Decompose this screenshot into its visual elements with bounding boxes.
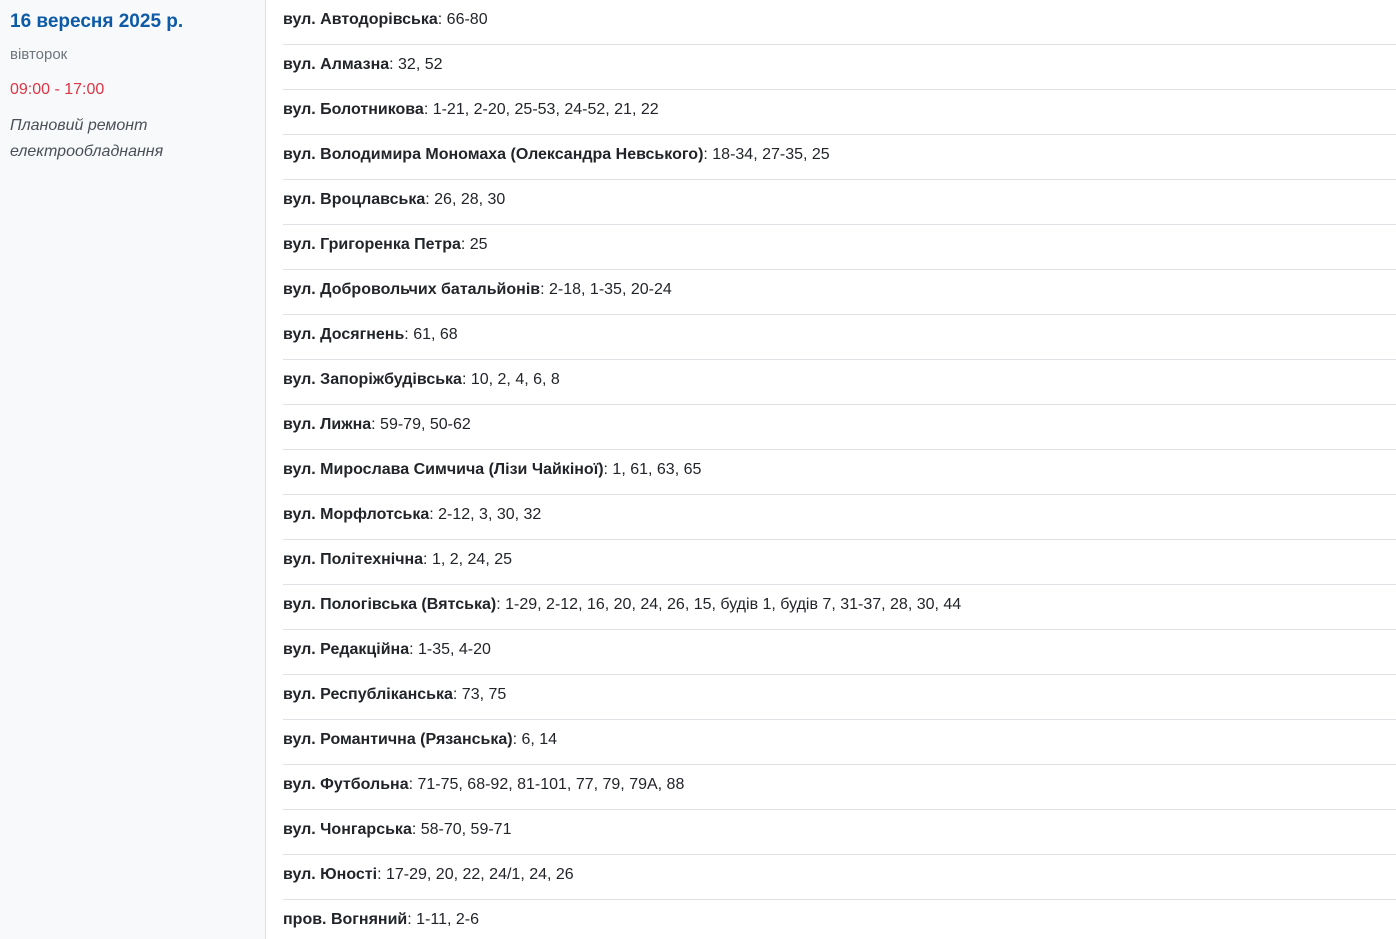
street-name: вул. Романтична (Рязанська) [283,731,513,748]
street-name: вул. Лижна [283,416,372,433]
street-name: вул. Чонгарська [283,821,412,838]
street-row [283,270,1396,315]
street-row [283,765,1396,810]
street-row [283,900,1396,939]
street-name: вул. Вроцлавська [283,191,426,208]
street-row [283,360,1396,405]
street-houses: : 73, 75 [452,686,507,703]
outage-time-range: 09:00 - 17:00 [10,81,105,98]
street-houses: : 25 [460,236,488,253]
street-row [283,135,1396,180]
street-houses: : 32, 52 [389,56,443,73]
street-row [283,540,1396,585]
street-houses: : 1-29, 2-12, 16, 20, 24, 26, 15, будів 1, будів 7, 31-37, 28, 30, 44 [496,596,962,613]
street-houses: : 2-18, 1-35, 20-24 [540,281,672,298]
street-row [283,720,1396,765]
street-row [283,810,1396,855]
street-row [283,450,1396,495]
street-row [283,90,1396,135]
street-name: вул. Добровольчих батальйонів [283,281,541,298]
street-name: вул. Політехнічна [283,551,424,568]
street-houses: : 1, 61, 63, 65 [603,461,702,478]
street-row [283,630,1396,675]
street-name: вул. Григоренка Петра [283,236,461,253]
street-row [283,225,1396,270]
street-name: вул. Морфлотська [283,506,430,523]
street-row [283,585,1396,630]
street-houses: : 2-12, 3, 30, 32 [429,506,542,523]
street-row [283,180,1396,225]
outage-weekday: вівторок [10,46,68,63]
street-name: вул. Досягнень [283,326,405,343]
street-row [283,405,1396,450]
street-row [283,855,1396,900]
street-name: вул. Алмазна [283,56,390,73]
street-name: вул. Автодорівська [283,11,438,28]
street-row [283,45,1396,90]
street-houses: : 18-34, 27-35, 25 [703,146,830,163]
street-name: вул. Запоріжбудівська [283,371,462,388]
outage-reason: Плановий ремонт електрообладнання [10,117,164,160]
street-houses: : 10, 2, 4, 6, 8 [461,371,560,388]
street-houses: : 17-29, 20, 22, 24/1, 24, 26 [377,866,574,883]
street-houses: : 59-79, 50-62 [371,416,471,433]
street-name: вул. Футбольна [283,776,409,793]
street-name: пров. Вогняний [283,911,408,928]
street-houses: : 66-80 [437,11,488,28]
outage-info-panel [0,0,266,939]
street-name: вул. Володимира Мономаха (Олександра Невського) [283,146,704,163]
street-houses: : 61, 68 [404,326,458,343]
street-houses: : 1, 2, 24, 25 [423,551,512,568]
street-houses: : 1-21, 2-20, 25-53, 24-52, 21, 22 [423,101,659,118]
street-name: вул. Республіканська [283,686,453,703]
street-houses: : 1-35, 4-20 [409,641,491,658]
street-list-panel [266,0,1396,939]
street-row [283,0,1396,45]
street-row [283,315,1396,360]
street-houses: : 26, 28, 30 [425,191,506,208]
street-name: вул. Болотникова [283,101,424,118]
street-name: вул. Редакційна [283,641,410,658]
street-houses: : 58-70, 59-71 [411,821,512,838]
outage-date: 16 вересня 2025 р. [10,11,184,32]
street-name: вул. Пологівська (Вятська) [283,596,497,613]
street-name: вул. Юності [283,866,378,883]
street-list [283,0,1396,939]
street-houses: : 6, 14 [512,731,558,748]
street-houses: : 1-11, 2-6 [407,911,480,928]
street-row [283,495,1396,540]
street-name: вул. Мирослава Симчича (Лізи Чайкіної) [283,461,604,478]
street-row [283,675,1396,720]
street-houses: : 71-75, 68-92, 81-101, 77, 79, 79А, 88 [408,776,685,793]
